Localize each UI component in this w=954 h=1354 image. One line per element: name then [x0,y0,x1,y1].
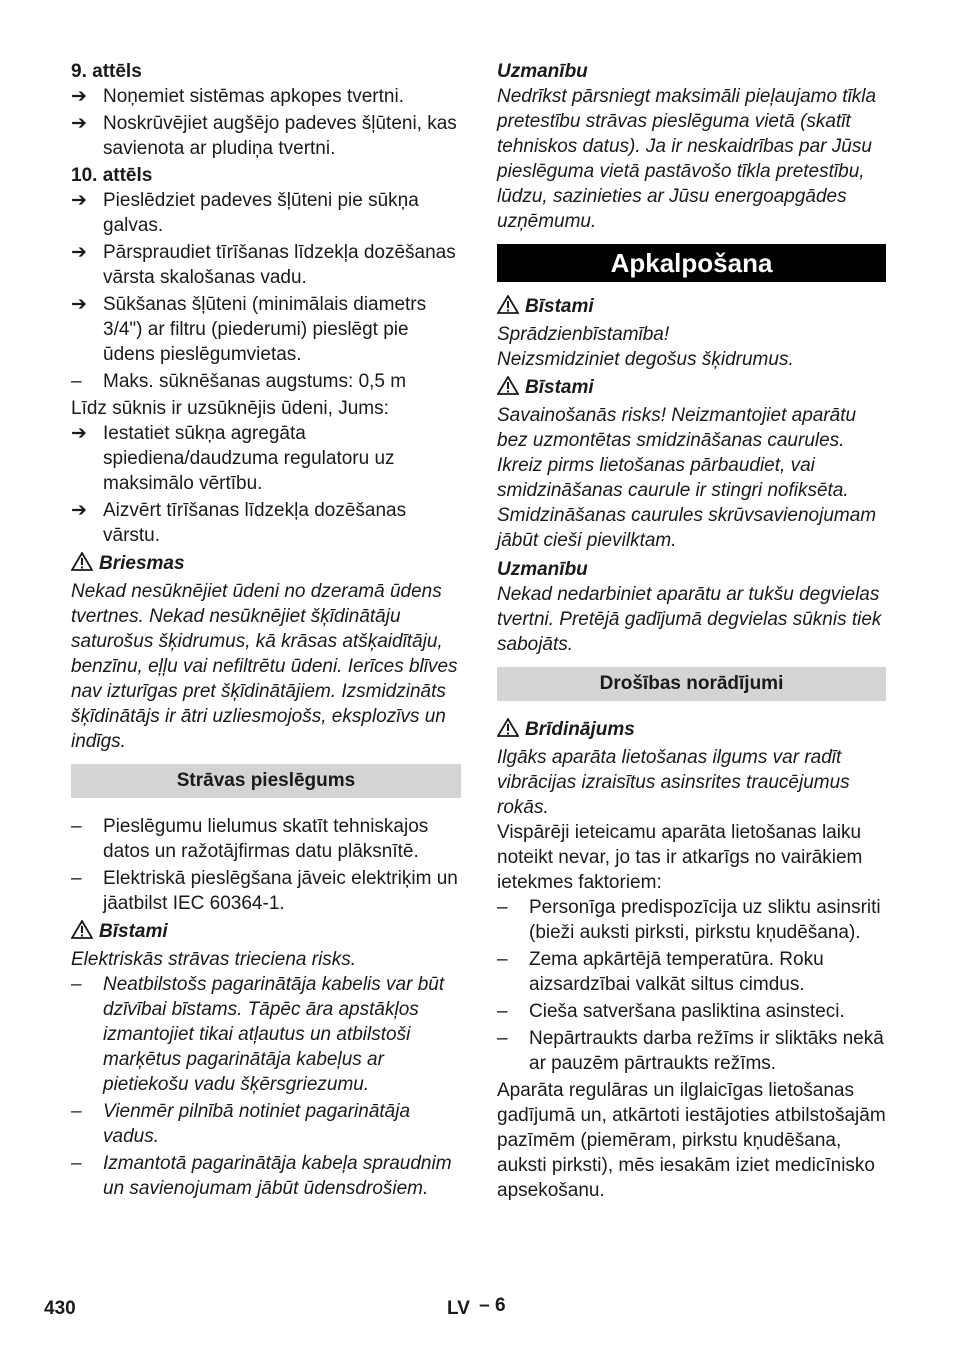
warning-text: Elektriskās strāvas trieciena risks. [71,949,357,970]
caution-heading: Uzmanību [497,559,588,580]
arrow-right-icon: ➔ [71,242,87,263]
chapter-heading: Apkalpošana [497,244,886,282]
step-item: ➔ Pieslēdziet padeves šļūteni pie sūkņa galvas. [71,190,419,236]
warning-text: Savainošanās risks! Neizmantojiet aparātu bez uzmontētas smidzināšanas caurules. Ikreiz pirms lietošanas pārbaudiet, vai smidzināšanas caurule ir stingri nofiksēta. Smidzināšanas caurules skrūvsavienojumam jābūt cieši pievilktam. [497,405,877,551]
warning-triangle-icon [71,920,93,939]
step-item: ➔ Noņemiet sistēmas apkopes tvertni. [71,86,404,107]
local-page-number: 6 [495,1295,506,1316]
arrow-right-icon: ➔ [71,113,87,134]
warning-triangle-icon [497,376,519,395]
list-item: – Elektriskā pieslēgšana jāveic elektriķim un jāatbilst IEC 60364-1. [71,868,458,914]
figure-ref-10: 10. attēls [71,165,153,186]
step-item: ➔ Pārspraudiet tīrīšanas līdzekļa dozēšanas vārsta skalošanas vadu. [71,242,456,288]
warning-heading: Bīstami [497,294,886,319]
list-item: – Nepārtraukts darba režīms ir sliktāks nekā ar pauzēm pārtraukts režīms. [497,1028,884,1074]
step-item: ➔ Aizvērt tīrīšanas līdzekļa dozēšanas vārstu. [71,500,407,546]
right-column [497,59,886,1203]
step-item: ➔ Noskrūvējiet augšējo padeves šļūteni, kas savienota ar pludiņa tvertni. [71,113,457,159]
list-item: – Vienmēr pilnībā notiniet pagarinātāja vadus. [71,1101,411,1147]
arrow-right-icon: ➔ [71,294,87,315]
arrow-right-icon: ➔ [71,190,87,211]
warning-heading: Briesmas [71,551,461,576]
list-item: – Zema apkārtējā temperatūra. Roku aizsardzībai valkāt siltus cimdus. [497,949,824,995]
left-column [71,59,461,1203]
caution-heading: Uzmanību [497,61,588,82]
step-item: ➔ Iestatiet sūkņa agregāta spiediena/daudzuma regulatoru uz maksimālo vērtību. [71,423,395,494]
arrow-right-icon: ➔ [71,86,87,107]
section-heading: Strāvas pieslēgums [71,764,461,798]
page-footer-label [447,1296,506,1321]
figure-ref-9: 9. attēls [71,61,142,82]
list-item: – Maks. sūknēšanas augstums: 0,5 m [71,371,407,392]
list-item: – Neatbilstošs pagarinātāja kabelis var būt dzīvībai bīstams. Tāpēc āra apstākļos izmantojiet tikai atļautus un atbilstoši marķētus pagarinātāja kabeļus ar pietiekošu vadu šķērsgriezumu. [71,974,445,1095]
warning-text: Ilgāks aparāta lietošanas ilgums var radīt vibrācijas izraisītus asinsrites traucējumus rokās. [497,747,850,818]
warning-heading: Bīstami [71,919,461,944]
warning-triangle-icon [71,552,93,571]
warning-heading: Brīdinājums [497,717,886,742]
arrow-right-icon: ➔ [71,423,87,444]
list-item: – Cieša satveršana pasliktina asinsteci. [497,1001,845,1022]
section-heading: Drošības norādījumi [497,667,886,701]
paragraph: Vispārēji ieteicamu aparāta lietošanas laiku noteikt nevar, jo tas ir atkarīgs no vairākiem ietekmes faktoriem: [497,822,863,893]
warning-text: Sprādzienbīstamība! [497,324,670,345]
list-item: – Izmantotā pagarinātāja kabeļa spraudnim un savienojumam jābūt ūdensdrošiem. [71,1153,452,1199]
warning-triangle-icon [497,295,519,314]
warning-text: Nekad nesūknējiet ūdeni no dzeramā ūdens tvertnes. Nekad nesūknējiet šķīdinātāju saturošus šķidrumus, kā krāsas atšķaidītāju, benzīnu, eļļu vai nefiltrētu ūdeni. Ierīces blīves nav izturīgas pret šķīdinātājiem. Izsmidzināts šķīdinātājs ir ātri uzliesmojošs, eksplozīvs un indīgs. [71,581,458,752]
step-item: ➔ Sūkšanas šļūteni (minimālais diametrs 3/4") ar filtru (piederumi) pieslēgt pie ūdens pieslēgumvietas. [71,294,427,365]
language-code: LV [447,1298,470,1319]
warning-heading: Bīstami [497,375,886,400]
paragraph: Aparāta regulāras un ilglaicīgas lietošanas gadījumā un, atkārtoti iestājoties atbilstošajām pazīmēm (piemēram, pirkstu kņudēšana, auksti pirksti), mēs iesakām iziet medicīnisko apsekošanu. [497,1080,886,1201]
caution-text: Nedrīkst pārsniegt maksimāli pieļaujamo tīkla pretestību strāvas pieslēguma vietā (skatīt tehniskos datus). Ja ir neskaidrības par Jūsu pieslēguma vietā pastāvošo tīkla pretestību, lūdzu, sazinieties ar Jūsu energoapgādes uzņēmumu. [497,86,877,232]
warning-triangle-icon [497,718,519,737]
footer-separator: – [479,1295,490,1316]
caution-text: Nekad nedarbiniet aparātu ar tukšu degvielas tvertni. Pretējā gadījumā degvielas sūknis tiek sabojāts. [497,584,882,655]
warning-text: Neizsmidziniet degošus šķidrumus. [497,349,794,370]
page-number: 430 [44,1298,76,1319]
list-item: – Pieslēgumu lielumus skatīt tehniskajos datos un ražotājfirmas datu plāksnītē. [71,816,429,862]
arrow-right-icon: ➔ [71,500,87,521]
paragraph: Līdz sūknis ir uzsūknējis ūdeni, Jums: [71,398,389,419]
list-item: – Personīga predispozīcija uz sliktu asinsriti (bieži auksti pirksti, pirkstu kņudēšana). [497,897,881,943]
